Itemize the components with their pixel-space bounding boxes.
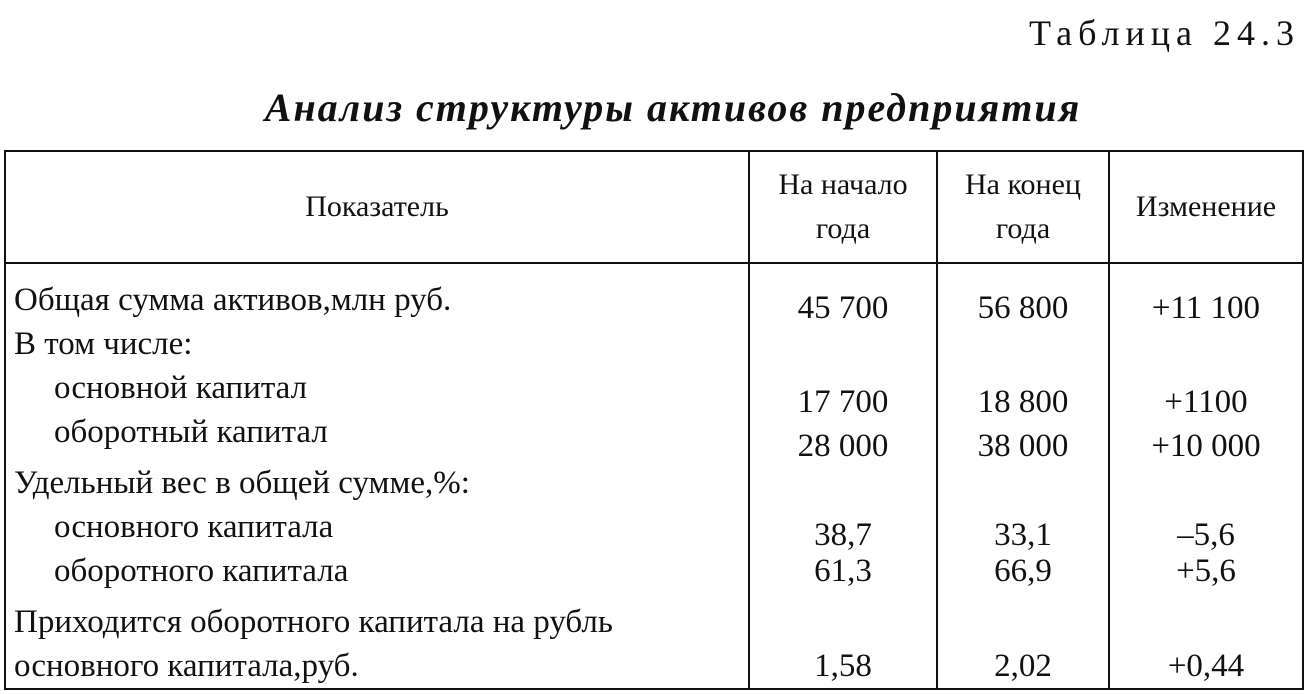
table-row (5, 594, 1303, 689)
working-capital-label: оборотный капитал (54, 414, 328, 450)
header-indicator (5, 151, 749, 263)
header-row (5, 151, 1303, 263)
fixed-capital-label: основной капитал (54, 370, 308, 406)
indicator-cell (5, 455, 749, 594)
share-working-end: 66,9 (994, 552, 1052, 589)
table-row (5, 263, 1303, 455)
end-of-year-cell (937, 263, 1109, 464)
share-fixed-start: 38,7 (814, 516, 872, 553)
working-capital-end: 38 000 (977, 428, 1069, 464)
start-of-year-cell (749, 455, 937, 594)
ratio-change: +0,44 (1167, 647, 1245, 684)
header-change (1109, 151, 1303, 263)
header-start-of-year (749, 151, 937, 263)
header-indicator-label: Показатель (305, 190, 449, 223)
share-fixed-label: основного капитала (54, 508, 334, 545)
total-assets-end: 56 800 (977, 290, 1069, 326)
start-of-year-cell (749, 594, 937, 689)
start-of-year-cell (749, 263, 937, 464)
total-assets-label: Общая сумма активов,млн руб. (14, 282, 452, 318)
empty-value (1110, 600, 1302, 644)
empty-value (938, 600, 1108, 644)
indicator-cell (5, 594, 749, 689)
share-fixed-change: –5,6 (1177, 516, 1235, 553)
header-end-of-year (937, 151, 1109, 263)
header-change-label: Изменение (1135, 190, 1277, 223)
header-end-line1: На конец (965, 168, 1081, 201)
table-number: Таблица 24.3 (1029, 13, 1300, 53)
end-of-year-cell (937, 594, 1109, 689)
ratio-end: 2,02 (994, 647, 1052, 684)
table-title: Анализ структуры активов предприятия (264, 85, 1082, 130)
ratio-label-line1: Приходится оборотного капитала на рубль (14, 603, 613, 640)
asset-structure-table (4, 150, 1304, 690)
empty-value (750, 600, 936, 644)
fixed-capital-end: 18 800 (977, 384, 1069, 420)
total-assets-change: +11 100 (1151, 290, 1261, 326)
header-end-line2: года (995, 212, 1051, 245)
working-capital-start: 28 000 (797, 428, 889, 464)
ratio-label-line2: основного капитала,руб. (14, 647, 359, 684)
fixed-capital-change: +1100 (1164, 384, 1248, 420)
working-capital-change: +10 000 (1151, 428, 1261, 464)
including-label: В том числе: (14, 326, 193, 362)
fixed-capital-start: 17 700 (797, 384, 889, 420)
ratio-start: 1,58 (814, 647, 872, 684)
table-row (5, 455, 1303, 594)
share-heading-label: Удельный вес в общей сумме,%: (14, 464, 470, 501)
indicator-cell (5, 263, 749, 455)
share-working-change: +5,6 (1176, 552, 1236, 589)
share-working-start: 61,3 (814, 552, 872, 589)
header-start-line1: На начало (778, 168, 908, 201)
total-assets-start: 45 700 (797, 290, 889, 326)
share-working-label: оборотного капитала (54, 552, 349, 589)
change-cell (1109, 594, 1303, 689)
change-cell (1109, 263, 1303, 464)
end-of-year-cell (937, 455, 1109, 594)
share-fixed-end: 33,1 (994, 516, 1052, 553)
header-start-line2: года (815, 212, 871, 245)
change-cell (1109, 455, 1303, 594)
